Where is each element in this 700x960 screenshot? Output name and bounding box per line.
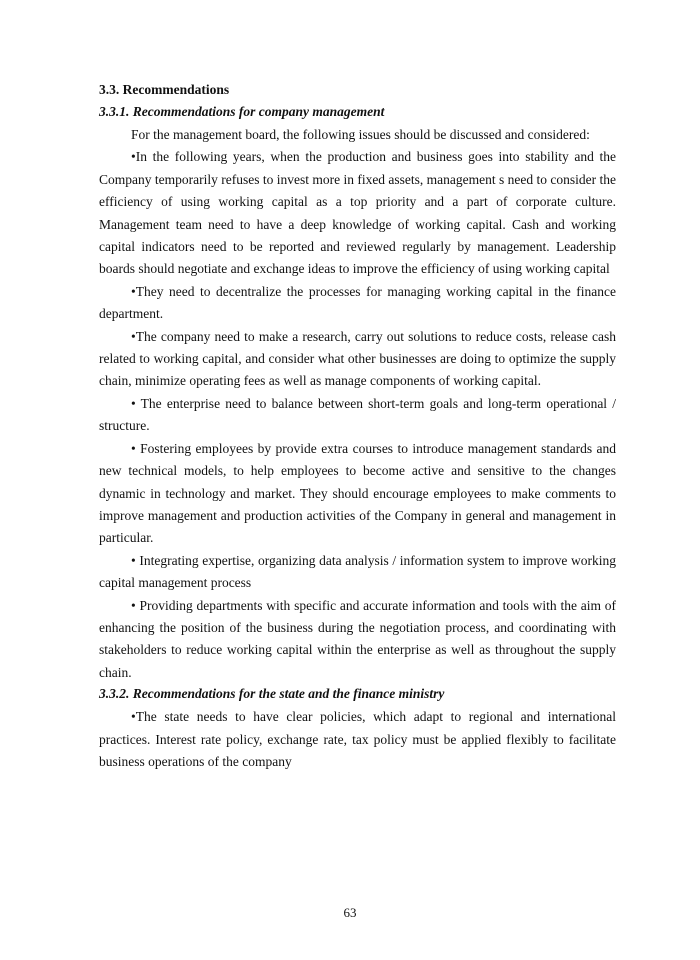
section-heading: 3.3. Recommendations	[99, 82, 230, 97]
paragraph-bullet-balance: • The enterprise need to balance between short-term goals and long-term operational / structure.	[99, 395, 616, 434]
paragraph-bullet-providing: • Providing departments with specific and accurate information and tools with the aim of enhancing the position of the business during the negotiation process, and coordinating with stakeholders to reduce working capital within the enterprise as well as throughout the supply chain.	[99, 597, 616, 680]
paragraph-bullet-state-policies: •The state needs to have clear policies, which adapt to regional and international practices. Interest rate policy, exchange rate, tax policy must be applied flexibly to facilitate business operations of the company	[99, 709, 616, 769]
paragraph-bullet-integrating: • Integrating expertise, organizing data analysis / information system to improve working capital management process	[99, 552, 616, 591]
paragraph-bullet-priority: •In the following years, when the production and business goes into stability and the Company temporarily refuses to invest more in fixed assets, management s need to consider the efficiency of using working capital as a top priority and a part of corporate culture. Management team need to have a deep knowledge of working capital. Cash and working capital indicators need to be reported and reviewed regularly by management. Leadership boards should negotiate and exchange ideas to improve the efficiency of using working capital	[99, 149, 616, 277]
subsection-heading-state-finance: 3.3.2. Recommendations for the state and the finance ministry	[99, 686, 445, 702]
paragraph-bullet-decentralize: •They need to decentralize the processes for managing working capital in the finance department.	[99, 283, 616, 322]
paragraph-intro: For the management board, the following issues should be discussed and considered:	[131, 127, 590, 142]
paragraph-bullet-fostering: • Fostering employees by provide extra courses to introduce management standards and new technical models, to help employees to become active and sensitive to the changes dynamic in technology and market. They should encourage employees to make comments to improve management and production activities of the Company in general and management in particular.	[99, 440, 616, 546]
page-number: 63	[343, 905, 357, 920]
paragraph-bullet-research: •The company need to make a research, carry out solutions to reduce costs, release cash related to working capital, and consider what other businesses are doing to optimize the supply chain, minimize operating fees as well as manage components of working capital.	[99, 328, 616, 389]
subsection-heading-company-management: 3.3.1. Recommendations for company management	[99, 104, 385, 119]
document-page	[99, 80, 616, 773]
